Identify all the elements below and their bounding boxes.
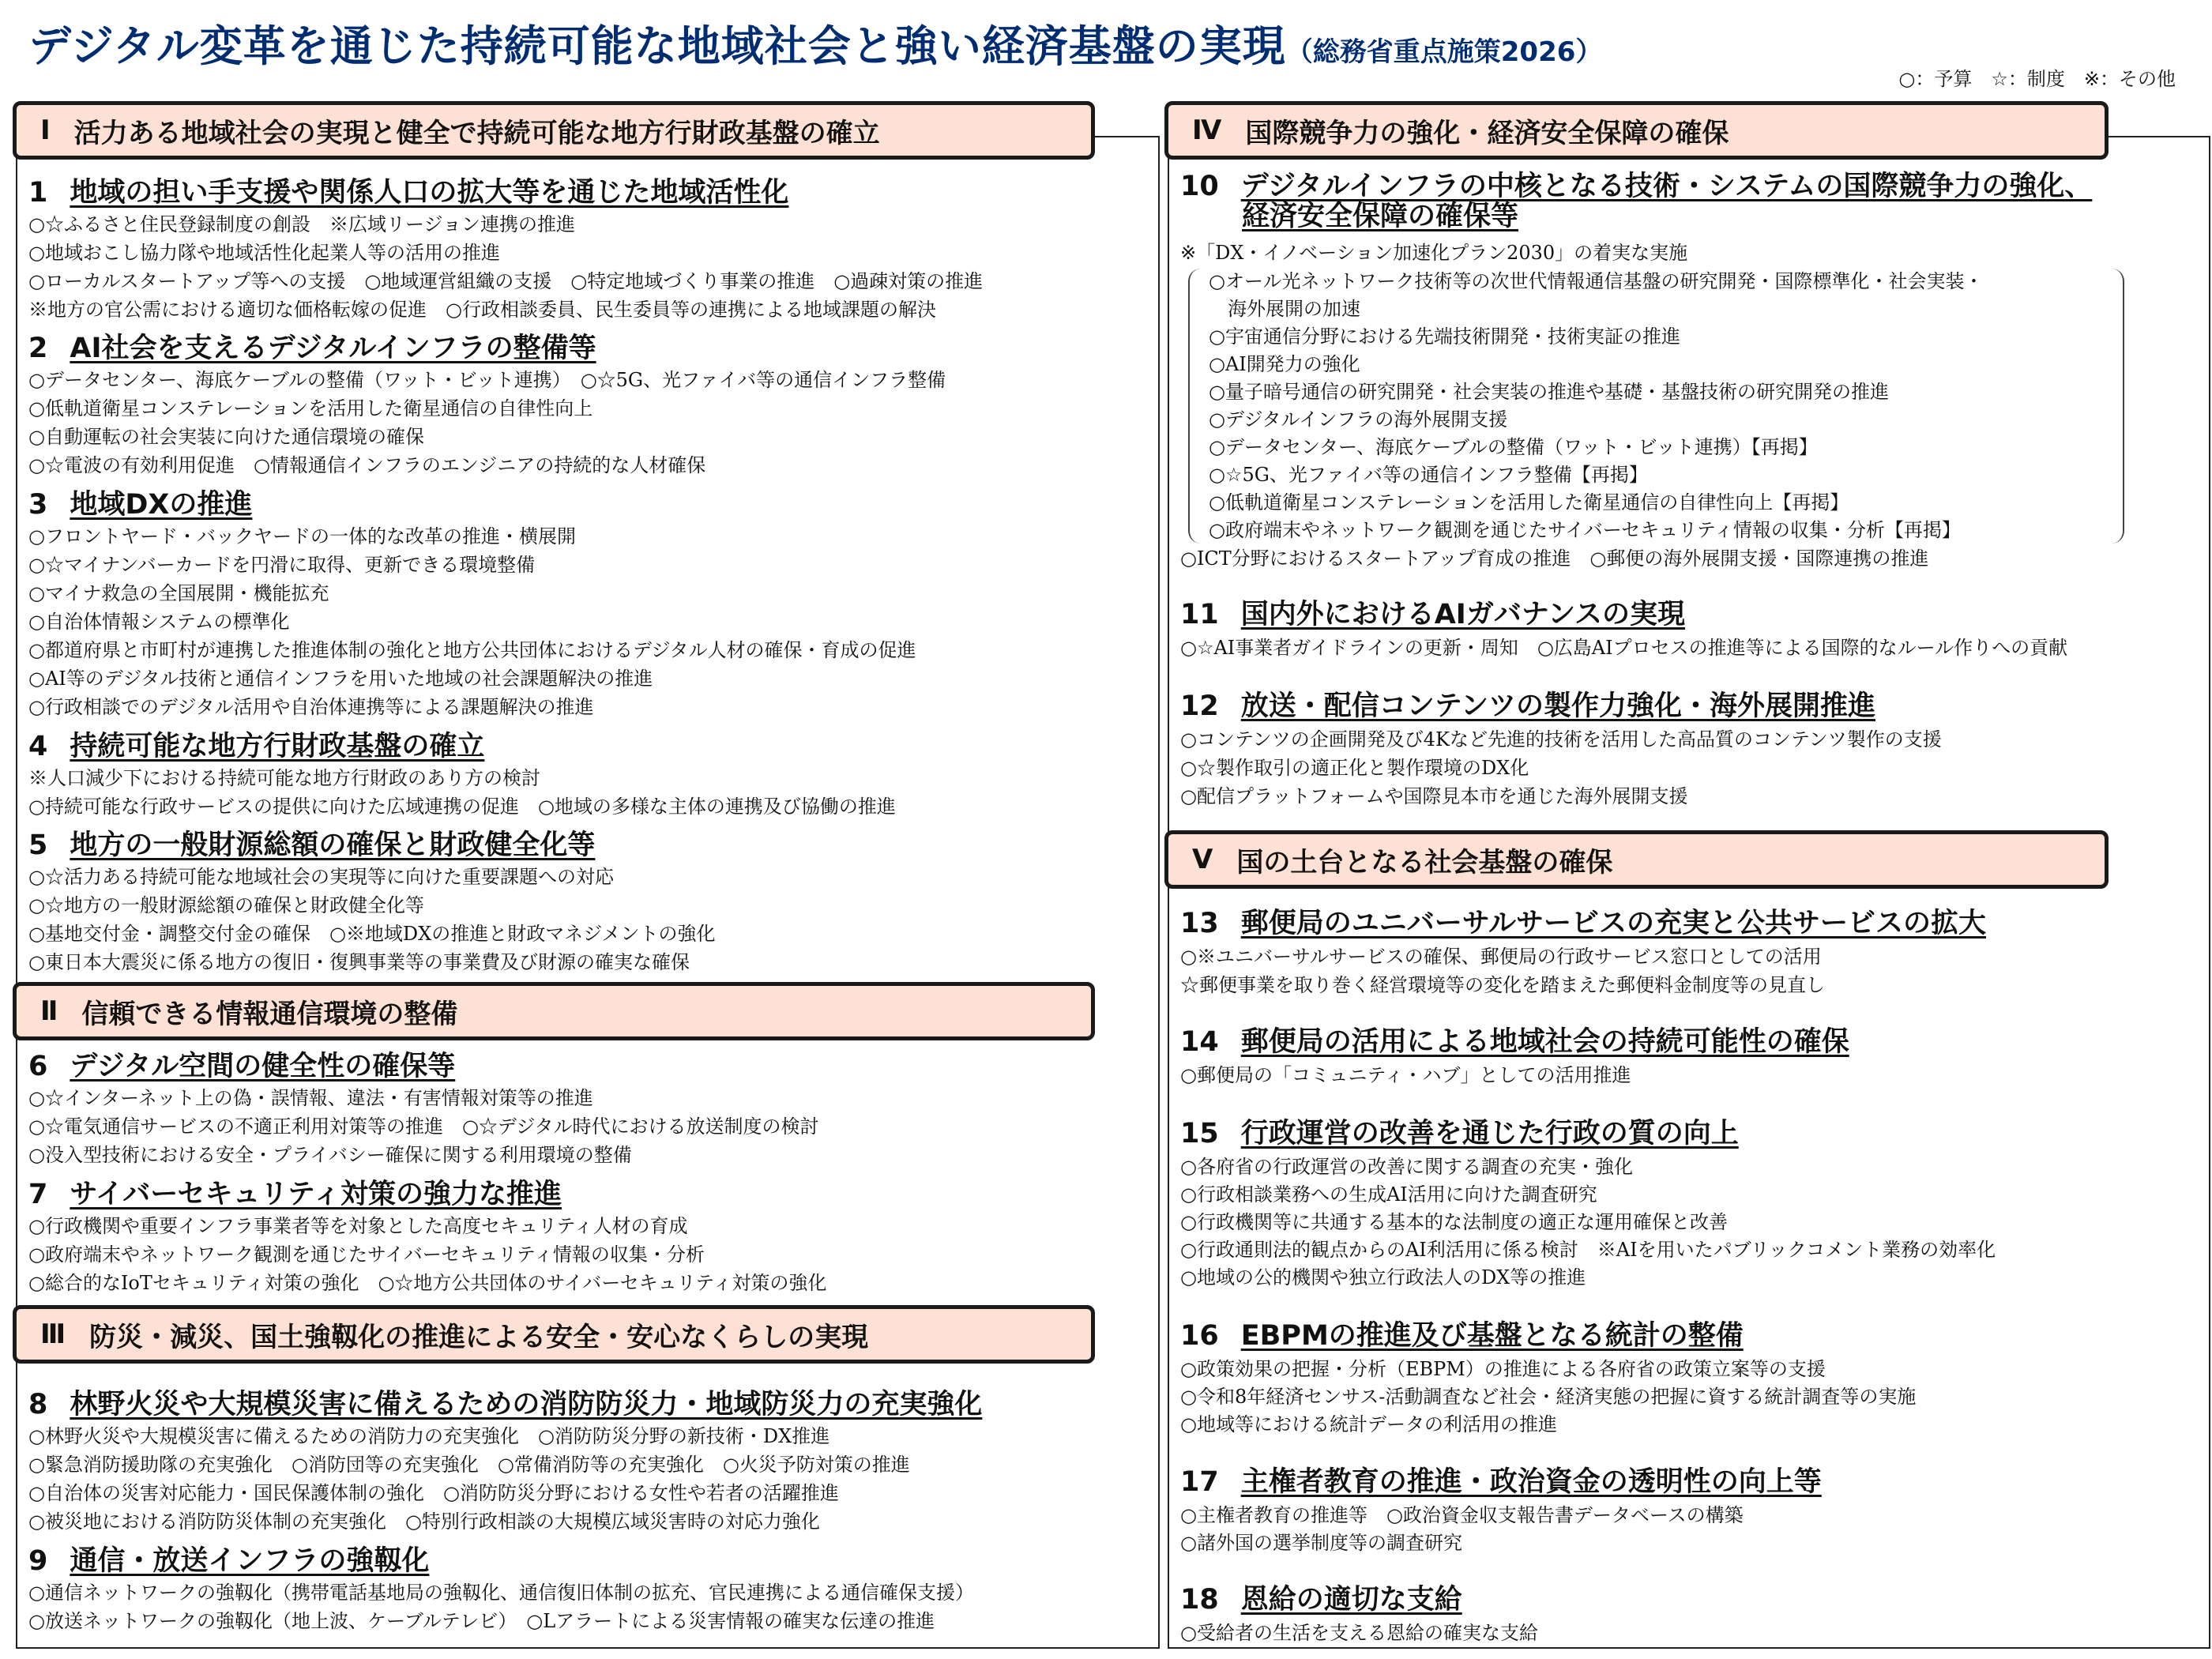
section-title-18: 18 恩給の適切な支給	[1180, 1584, 1462, 1616]
list-item: ○緊急消防援助隊の充実強化 ○消防団等の充実強化 ○常備消防等の充実強化 ○火災予防対策の推進	[28, 1454, 910, 1476]
pillar-number: Ⅴ	[1192, 844, 1213, 875]
list-item: ○諸外国の選挙制度等の調査研究	[1180, 1532, 1462, 1554]
pillar-number: Ⅳ	[1192, 115, 1222, 146]
sub-list-item: 海外展開の加速	[1228, 298, 1360, 320]
list-item: ○各府省の行政運営の改善に関する調査の充実・強化	[1180, 1156, 1633, 1178]
list-item: ○☆電波の有効利用促進 ○情報通信インフラのエンジニアの持続的な人材確保	[28, 454, 706, 476]
list-item: ○郵便局の「コミュニティ・ハブ」としての活用推進	[1180, 1064, 1631, 1086]
list-item: ○林野火災や大規模災害に備えるための消防力の充実強化 ○消防防災分野の新技術・DX推進	[28, 1425, 830, 1447]
list-item: ○低軌道衛星コンステレーションを活用した衛星通信の自律性向上	[28, 397, 593, 419]
pillar-header-3	[13, 1305, 1095, 1364]
section-title-15: 15 行政運営の改善を通じた行政の質の向上	[1180, 1118, 1739, 1149]
pillar-label: 活力ある地域社会の実現と健全で持続可能な地方行財政基盤の確立	[73, 117, 880, 149]
pillar-number: Ⅱ	[40, 995, 58, 1027]
list-item: ○☆ふるさと住民登録制度の創設 ※広域リージョン連携の推進	[28, 213, 575, 235]
sub-list-item: ○データセンター、海底ケーブルの整備（ワット・ビット連携）【再掲】	[1209, 436, 1818, 458]
pillar-header-2	[13, 982, 1095, 1040]
section-title-7: 7 サイバーセキュリティ対策の強力な推進	[28, 1179, 562, 1210]
section-title-16: 16 EBPMの推進及び基盤となる統計の整備	[1180, 1320, 1744, 1352]
list-item: ○☆製作取引の適正化と製作環境のDX化	[1180, 757, 1529, 779]
sub-list-item: ○☆5G、光ファイバ等の通信インフラ整備【再掲】	[1209, 464, 1648, 486]
page-title-main: デジタル変革を通じた持続可能な地域社会と強い経済基盤の実現	[28, 21, 1286, 71]
list-item: ○AI等のデジタル技術と通信インフラを用いた地域の社会課題解決の推進	[28, 668, 653, 690]
list-item: ○ICT分野におけるスタートアップ育成の推進 ○郵便の海外展開支援・国際連携の推進	[1180, 547, 1929, 570]
list-item: ○☆電気通信サービスの不適正利用対策等の推進 ○☆デジタル時代における放送制度の検討	[28, 1115, 819, 1138]
legend: ○：予算 ☆：制度 ※：その他	[1898, 68, 2176, 90]
section-title-5: 5 地方の一般財源総額の確保と財政健全化等	[28, 830, 596, 861]
list-item: ○放送ネットワークの強靱化（地上波、ケーブルテレビ） ○Lアラートによる災害情報の確実な伝達の推進	[28, 1610, 935, 1632]
list-item: ○令和8年経済センサス‐活動調査など社会・経済実態の把握に資する統計調査等の実施	[1180, 1386, 1917, 1408]
list-item: ○行政通則法的観点からのAI利活用に係る検討 ※AIを用いたパブリックコメント業務の効率化	[1180, 1239, 1996, 1261]
list-item: ○自治体の災害対応能力・国民保護体制の強化 ○消防防災分野における女性や若者の活躍推進	[28, 1482, 839, 1504]
section-title-11: 11 国内外におけるAIガバナンスの実現	[1180, 599, 1686, 630]
list-item: ○ローカルスタートアップ等への支援 ○地域運営組織の支援 ○特定地域づくり事業の推進 ○過疎対策の推進	[28, 270, 984, 292]
list-item: ○行政機関や重要インフラ事業者等を対象とした高度セキュリティ人材の育成	[28, 1215, 688, 1237]
list-item: ○基地交付金・調整交付金の確保 ○※地域DXの推進と財政マネジメントの強化	[28, 923, 716, 945]
list-item: ○行政相談でのデジタル活用や自治体連携等による課題解決の推進	[28, 696, 594, 718]
list-item: ○総合的なIoTセキュリティ対策の強化 ○☆地方公共団体のサイバーセキュリティ対策の強化	[28, 1272, 827, 1294]
sub-list-item: ○量子暗号通信の研究開発・社会実装の推進や基礎・基盤技術の研究開発の推進	[1209, 381, 1889, 403]
list-item: ○持続可能な行政サービスの提供に向けた広域連携の促進 ○地域の多様な主体の連携及び協働の推進	[28, 796, 896, 818]
sub-list-item: ○デジタルインフラの海外展開支援	[1209, 408, 1508, 431]
section-title-10: 10 デジタルインフラの中核となる技術・システムの国際競争力の強化、 経済安全保障の確保等	[1180, 171, 2093, 232]
list-item: ○※ユニバーサルサービスの確保、郵便局の行政サービス窓口としての活用	[1180, 946, 1822, 968]
pillar-number: Ⅰ	[40, 115, 51, 146]
list-item: ○行政相談業務への生成AI活用に向けた調査研究	[1180, 1183, 1597, 1206]
list-item: ※地方の官公需における適切な価格転嫁の促進 ○行政相談委員、民生委員等の連携による地域課題の解決	[28, 299, 936, 321]
list-item: ○配信プラットフォームや国際見本市を通じた海外展開支援	[1180, 785, 1688, 807]
list-item: ○都道府県と市町村が連携した推進体制の強化と地方公共団体におけるデジタル人材の確保・育成の促進	[28, 639, 916, 661]
list-item: ○政府端末やネットワーク観測を通じたサイバーセキュリティ情報の収集・分析	[28, 1243, 705, 1266]
list-item: ○自治体情報システムの標準化	[28, 611, 290, 633]
sub-list-item: ○宇宙通信分野における先端技術開発・技術実証の推進	[1209, 325, 1680, 348]
pillar-label: 国の土台となる社会基盤の確保	[1236, 846, 1613, 878]
list-item: ○☆マイナンバーカードを円滑に取得、更新できる環境整備	[28, 554, 536, 576]
list-item: ○受給者の生活を支える恩給の確実な支給	[1180, 1622, 1538, 1644]
page-title-sub: （総務省重点施策2026）	[1285, 36, 1603, 68]
section-title-12: 12 放送・配信コンテンツの製作力強化・海外展開推進	[1180, 690, 1875, 722]
sub-list-item: ○AI開発力の強化	[1209, 353, 1360, 375]
section-title-6: 6 デジタル空間の健全性の確保等	[28, 1051, 456, 1082]
sub-list-item: ○低軌道衛星コンステレーションを活用した衛星通信の自律性向上【再掲】	[1209, 491, 1849, 514]
section-title-3: 3 地域DXの推進	[28, 489, 253, 521]
list-item: ○☆地方の一般財源総額の確保と財政健全化等	[28, 894, 424, 916]
section-title-17: 17 主権者教育の推進・政治資金の透明性の向上等	[1180, 1466, 1822, 1498]
section-title-2: 2 AI社会を支えるデジタルインフラの整備等	[28, 333, 596, 364]
pillar-label: 信頼できる情報通信環境の整備	[81, 998, 458, 1030]
section-title-4: 4 持続可能な地方行財政基盤の確立	[28, 731, 485, 762]
list-item: ○地域の公的機関や独立行政法人のDX等の推進	[1180, 1266, 1586, 1288]
list-item: ○コンテンツの企画開発及び4Kなど先進的技術を活用した高品質のコンテンツ製作の支援	[1180, 728, 1942, 750]
pillar-label: 国際競争力の強化・経済安全保障の確保	[1245, 117, 1729, 149]
page-title	[28, 13, 1602, 73]
list-item: ○フロントヤード・バックヤードの一体的な改革の推進・横展開	[28, 525, 576, 547]
list-item: ○東日本大震災に係る地方の復旧・復興事業等の事業費及び財源の確実な確保	[28, 951, 690, 973]
section-intro: ※「DX・イノベーション加速化プラン2030」の着実な実施	[1180, 242, 1688, 264]
list-item: ○通信ネットワークの強靱化（携帯電話基地局の強靱化、通信復旧体制の拡充、官民連携による通信確保支援）	[28, 1582, 974, 1604]
section-title-1: 1 地域の担い手支援や関係人口の拡大等を通じた地域活性化	[28, 177, 789, 209]
list-item: ○地域等における統計データの利活用の推進	[1180, 1413, 1557, 1435]
list-item: ※人口減少下における持続可能な地方行財政のあり方の検討	[28, 767, 540, 789]
list-item: ○地域おこし協力隊や地域活性化起業人等の活用の推進	[28, 242, 500, 264]
list-item: ○自動運転の社会実装に向けた通信環境の確保	[28, 426, 424, 448]
list-item: ○行政機関等に共通する基本的な法制度の適正な運用確保と改善	[1180, 1211, 1728, 1233]
list-item: ○データセンター、海底ケーブルの整備（ワット・ビット連携） ○☆5G、光ファイバ等の通信インフラ整備	[28, 369, 946, 391]
list-item: ○☆インターネット上の偽・誤情報、違法・有害情報対策等の推進	[28, 1087, 593, 1109]
section-title-13: 13 郵便局のユニバーサルサービスの充実と公共サービスの拡大	[1180, 908, 1986, 939]
section-title-9: 9 通信・放送インフラの強靱化	[28, 1545, 430, 1577]
list-item: ○没入型技術における安全・プライバシー確保に関する利用環境の整備	[28, 1144, 632, 1166]
pillar-header-4	[1164, 101, 2109, 160]
pillar-header-1	[13, 101, 1095, 160]
list-item: ☆郵便事業を取り巻く経営環境等の変化を踏まえた郵便料金制度等の見直し	[1180, 974, 1825, 996]
pillar-label: 防災・減災、国土強靱化の推進による安全・安心なくらしの実現	[89, 1321, 869, 1353]
list-item: ○☆AI事業者ガイドラインの更新・周知 ○広島AIプロセスの推進等による国際的なルール作りへの貢献	[1180, 637, 2068, 659]
list-item: ○主権者教育の推進等 ○政治資金収支報告書データベースの構築	[1180, 1504, 1744, 1526]
list-item: ○☆活力ある持続可能な地域社会の実現等に向けた重要課題への対応	[28, 866, 614, 888]
sub-list-item: ○オール光ネットワーク技術等の次世代情報通信基盤の研究開発・国際標準化・社会実装・	[1209, 270, 1984, 292]
list-item: ○マイナ救急の全国展開・機能拡充	[28, 582, 329, 604]
pillar-number: Ⅲ	[40, 1319, 66, 1350]
list-item: ○政策効果の把握・分析（EBPM）の推進による各府省の政策立案等の支援	[1180, 1358, 1826, 1380]
list-item: ○被災地における消防防災体制の充実強化 ○特別行政相談の大規模広域災害時の対応力強化	[28, 1510, 820, 1533]
section-title-14: 14 郵便局の活用による地域社会の持続可能性の確保	[1180, 1026, 1849, 1058]
sub-list-item: ○政府端末やネットワーク観測を通じたサイバーセキュリティ情報の収集・分析【再掲】	[1209, 519, 1961, 541]
pillar-header-5	[1164, 830, 2109, 889]
section-title-8: 8 林野火災や大規模災害に備えるための消防防災力・地域防災力の充実強化	[28, 1389, 983, 1420]
